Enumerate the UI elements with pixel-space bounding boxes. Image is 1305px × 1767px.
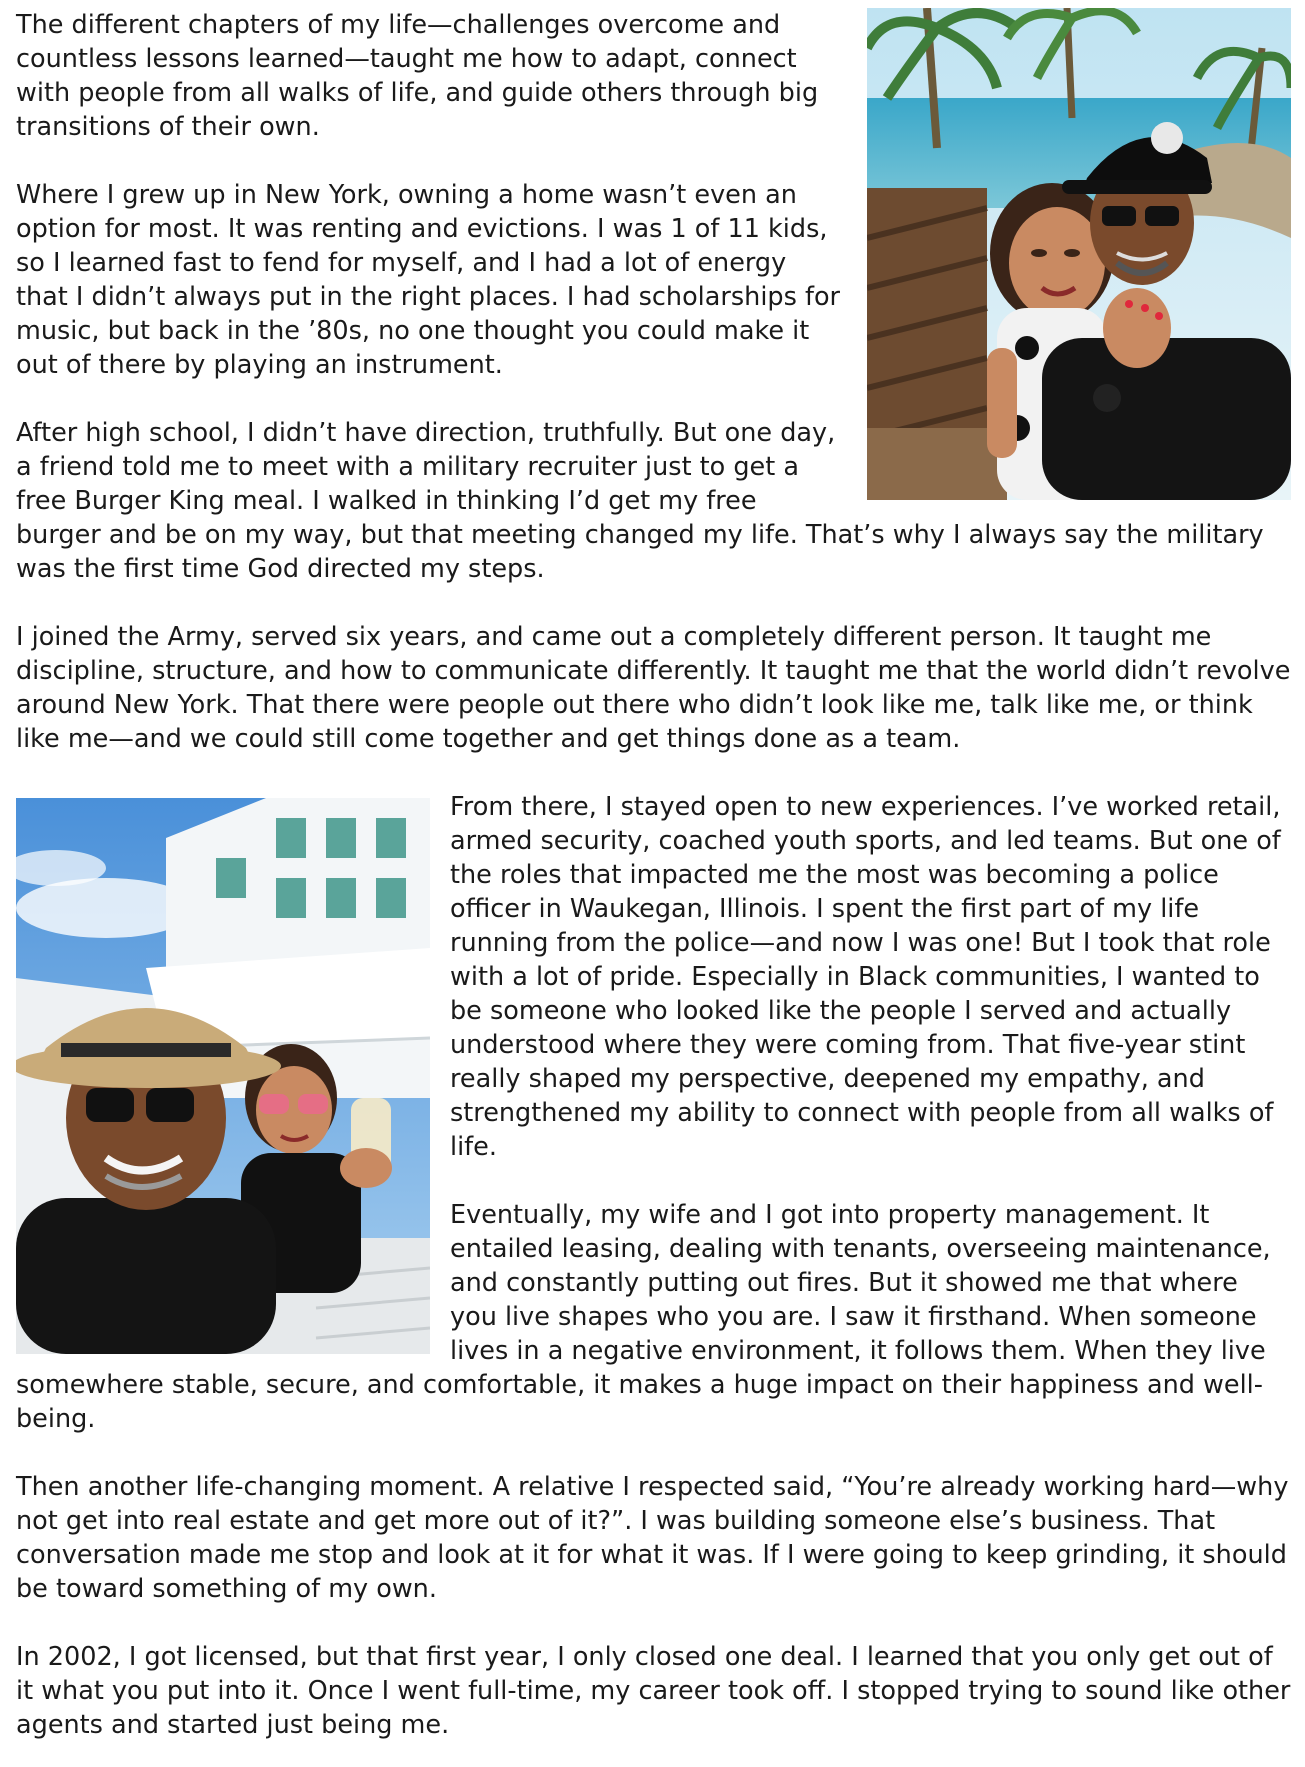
paragraph-5: From there, I stayed open to new experiences. I’ve worked retail, armed security, coached youth sports, and led teams. But one of the roles that impacted me the most was becoming a police officer in Waukegan, Illinois. I spent the first part of my life running from the police—and now I was one! But I took that role with a lot of pride. Especially in Black communities, I wanted to be someone who looked like the people I served and actually understood where they were coming from. That five-year stint really shaped my perspective, deepened my empathy, and strengthened my ability to connect with people from all walks of life. <box>450 792 1281 1162</box>
paragraph-4: I joined the Army, served six years, and came out a completely different person. It taught me discipline, structure, and how to communicate differently. It taught me that the world didn’t revolve around New York. That there were people out there who didn’t look like me, talk like me, or think like me—and we could still come together and get things done as a team. <box>16 622 1291 754</box>
paragraph-7: Then another life-changing moment. A relative I respected said, “You’re already working hard—why not get into real estate and get more out of it?”. I was building someone else’s business. That conversation made me stop and look at it for what it was. If I were going to keep grinding, it should be toward something of my own. <box>16 1472 1289 1604</box>
paragraph-2: Where I grew up in New York, owning a home wasn’t even an option for most. It was renting and evictions. I was 1 of 11 kids, so I learned fast to fend for myself, and I had a lot of energy that I didn’t always put in the right places. I had scholarships for music, but back in the ’80s, no one thought you could make it out of there by playing an instrument. <box>16 180 841 380</box>
paragraph-1: The different chapters of my life—challenges overcome and countless lessons learned—taught me how to adapt, connect with people from all walks of life, and guide others through big transitions of their own. <box>16 10 819 142</box>
paragraph-6: Eventually, my wife and I got into property management. It entailed leasing, dealing with tenants, overseeing maintenance, and constantly putting out fires. But it showed me that where you live shapes who you are. I saw it firsthand. When someone lives in a negative environment, it follows them. When they live somewhere stable, secure, and comfortable, it makes a huge impact on their happiness and well-being. <box>16 1200 1271 1434</box>
paragraph-3: After high school, I didn’t have direction, truthfully. But one day, a friend told me to meet with a military recruiter just to get a free Burger King meal. I walked in thinking I’d get my free burger and be on my way, but that meeting changed my life. That’s why I always say the military was the first time God directed my steps. <box>16 418 1264 584</box>
paragraph-8: In 2002, I got licensed, but that first year, I only closed one deal. I learned that you only get out of it what you put into it. Once I went full-time, my career took off. I stopped trying to sound like other agents and started just being me. <box>16 1642 1291 1740</box>
document-page <box>16 8 1291 1742</box>
couple-beach-photo <box>867 8 1291 500</box>
couple-beach-image <box>867 8 1291 500</box>
couple-selfie-photo <box>16 798 430 1354</box>
couple-selfie-image <box>16 798 430 1354</box>
